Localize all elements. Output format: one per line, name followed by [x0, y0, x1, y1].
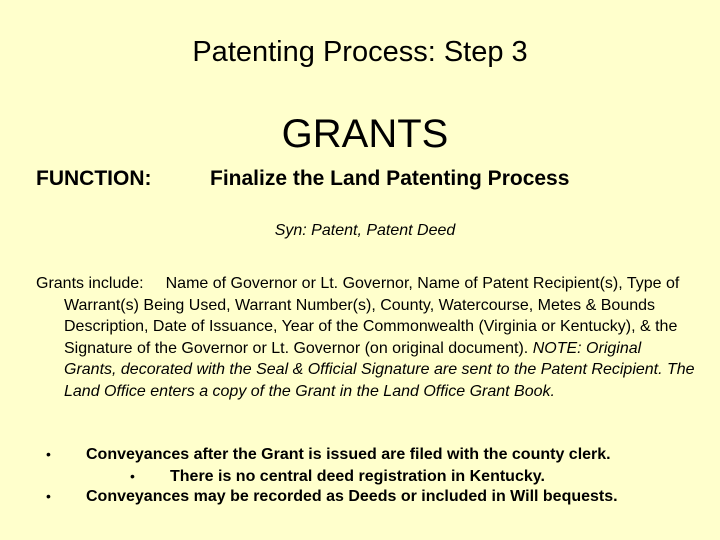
bullet-marker: •	[46, 488, 51, 504]
bullet-marker: •	[46, 446, 51, 462]
grants-note: NOTE: Original Grants, decorated with the Seal & Official Signature are sent to the Patent Recipient. The Land Office enters a copy of the Grant in the Land Office Grant Book.	[64, 339, 695, 400]
grants-paragraph	[36, 273, 696, 402]
grants-body: Name of Governor or Lt. Governor, Name of Patent Recipient(s), Type of Warrant(s) Being Used, Warrant Number(s), County, Watercourse, Metes & Bounds Description, Date of Issuance, Year of the Commonwealth (Virginia or Kentucky), & the Signature of the Governor or Lt. Governor (on original document).	[64, 275, 680, 357]
grants-lead: Grants include:	[36, 275, 144, 292]
slide-title: Patenting Process: Step 3	[192, 36, 528, 68]
function-label: FUNCTION:	[36, 167, 152, 190]
bullet-item: Conveyances may be recorded as Deeds or included in Will bequests.	[86, 488, 618, 505]
bullet-marker: •	[130, 468, 135, 484]
function-value: Finalize the Land Patenting Process	[210, 167, 570, 190]
slide-heading: GRANTS	[281, 112, 449, 156]
synonyms-text: Syn: Patent, Patent Deed	[274, 222, 456, 239]
bullet-item: There is no central deed registration in Kentucky.	[170, 468, 545, 485]
bullet-item: Conveyances after the Grant is issued are filed with the county clerk.	[86, 446, 611, 463]
